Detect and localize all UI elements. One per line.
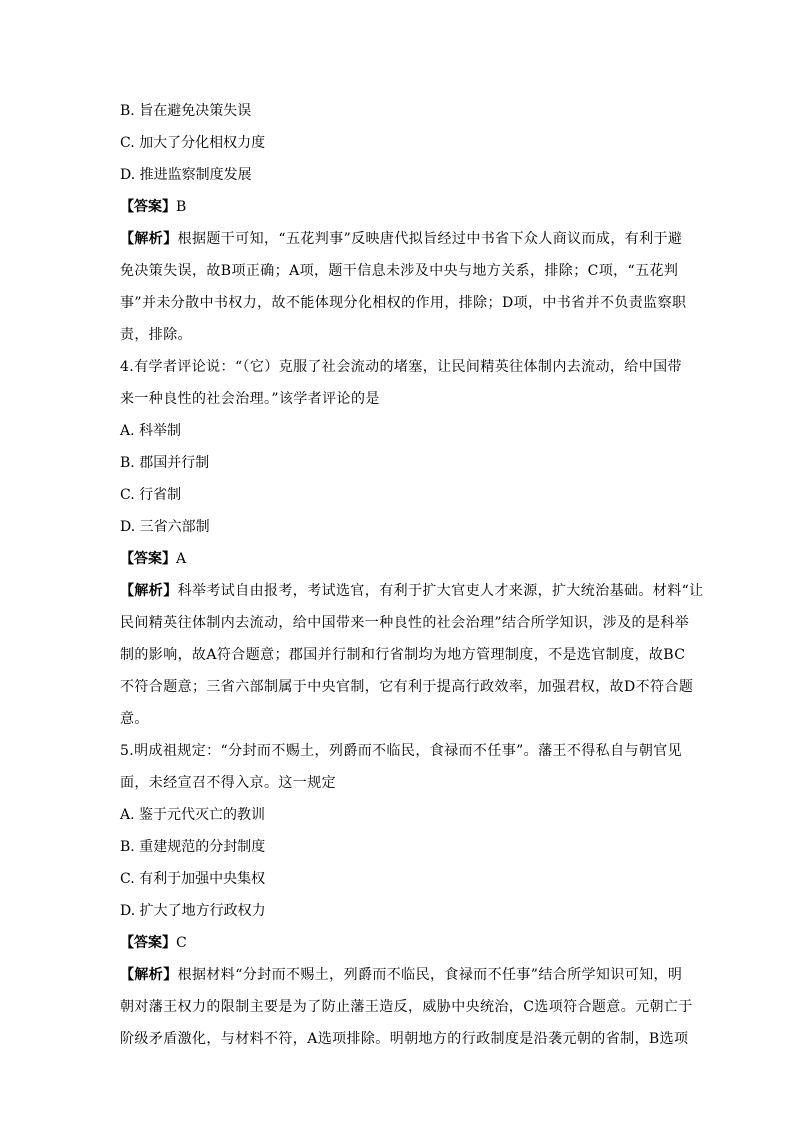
answer-value: C (176, 935, 187, 951)
q4-analysis-line-1 (120, 582, 704, 600)
q4-option-c: C. 行省制 (120, 487, 182, 503)
q4-option-b: B. 郡国并行制 (120, 455, 210, 471)
answer-label: 【答案】 (120, 551, 176, 567)
q5-answer (120, 934, 187, 952)
q5-stem-line-2: 面，未经宣召不得入京。这一规定 (120, 775, 336, 791)
q5-option-d: D. 扩大了地方行政权力 (120, 903, 266, 919)
answer-value: A (176, 551, 187, 567)
analysis-text: 科举考试自由报考，考试选官，有利于扩大官吏人才来源，扩大统治基础。材料“让 (177, 583, 704, 599)
q5-option-a: A. 鉴于元代灭亡的教训 (120, 807, 266, 823)
analysis-text: 根据题干可知，“五花判事”反映唐代拟旨经过中书省下众人商议而成，有利于避 (177, 231, 683, 247)
q4-stem-line-2: 来一种良性的社会治理。”该学者评论的是 (120, 391, 380, 407)
q3-option-c: C. 加大了分化相权力度 (120, 135, 266, 151)
q4-option-a: A. 科举制 (120, 423, 182, 439)
analysis-label: 【解析】 (120, 967, 178, 983)
q3-answer (120, 198, 186, 216)
q4-analysis-line-2: 民间精英往体制内去流动，给中国带来一种良性的社会治理”结合所学知识，涉及的是科举 (120, 615, 690, 631)
q5-option-b: B. 重建规范的分封制度 (120, 839, 266, 855)
q5-stem-line-1: 5.明成祖规定：“分封而不赐土，列爵而不临民，食禄而不任事”。藩王不得私自与朝官见 (120, 743, 683, 759)
q4-analysis-line-3: 制的影响，故A符合题意；郡国并行制和行省制均为地方管理制度，不是选官制度，故BC (120, 647, 686, 663)
analysis-text: 根据材料“分封而不赐土，列爵而不临民，食禄而不任事”结合所学知识可知，明 (177, 967, 683, 983)
q5-analysis-line-3: 阶级矛盾激化，与材料不符，A选项排除。明朝地方的行政制度是沿袭元朝的省制，B选项 (120, 1031, 689, 1047)
q5-analysis-line-1 (120, 966, 682, 984)
q5-option-c: C. 有利于加强中央集权 (120, 871, 266, 887)
q4-option-d: D. 三省六部制 (120, 519, 210, 535)
q3-analysis-line-2: 免决策失误，故B项正确；A项，题干信息未涉及中央与地方关系，排除；C项，“五花判 (120, 263, 679, 279)
q3-option-d: D. 推进监察制度发展 (120, 167, 252, 183)
q4-analysis-line-4: 不符合题意；三省六部制属于中央官制，它有利于提高行政效率，加强君权，故D不符合题 (120, 679, 694, 695)
q4-answer (120, 550, 186, 568)
q3-option-b: B. 旨在避免决策失误 (120, 103, 252, 119)
q3-analysis-line-1 (120, 230, 682, 248)
q4-stem-line-1: 4.有学者评论说：“（它）克服了社会流动的堵塞，让民间精英往体制内去流动，给中国带 (120, 359, 682, 375)
q5-analysis-line-2: 朝对藩王权力的限制主要是为了防止藩王造反，威胁中央统治，C选项符合题意。元朝亡于 (120, 999, 693, 1015)
q4-analysis-line-5: 意。 (120, 711, 149, 727)
q3-analysis-line-3: 事”并未分散中书权力，故不能体现分化相权的作用，排除；D项，中书省并不负责监察职 (120, 295, 687, 311)
answer-label: 【答案】 (120, 199, 176, 215)
q3-analysis-line-4: 责，排除。 (120, 327, 192, 343)
analysis-label: 【解析】 (120, 231, 178, 247)
analysis-label: 【解析】 (120, 583, 178, 599)
answer-value: B (176, 199, 187, 215)
answer-label: 【答案】 (120, 935, 176, 951)
